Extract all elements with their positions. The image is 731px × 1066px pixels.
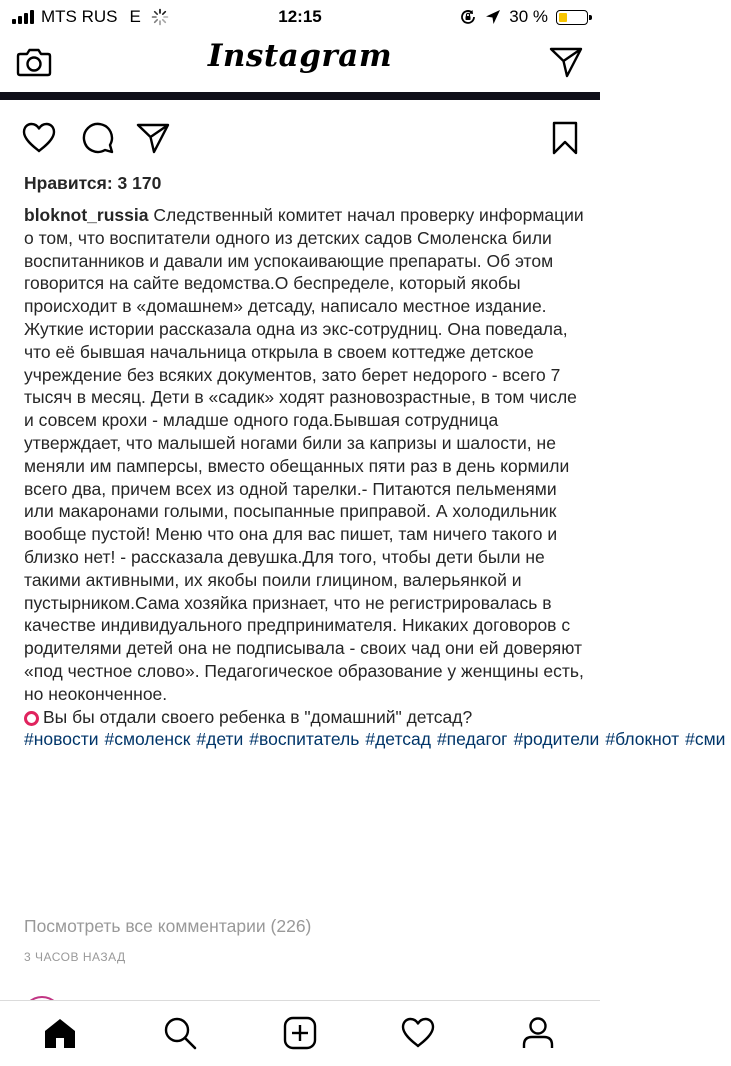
hashtag[interactable]: #воспитатель: [249, 729, 360, 750]
tab-new-post[interactable]: [280, 1013, 320, 1053]
activity-heart-icon: [400, 1017, 436, 1049]
hashtag[interactable]: #дети: [196, 729, 244, 750]
hashtag[interactable]: #родители: [513, 729, 600, 750]
hashtag[interactable]: #сми: [685, 729, 726, 750]
like-button[interactable]: [18, 118, 60, 158]
battery-percent: 30 %: [509, 7, 548, 26]
instagram-logo: Instagram: [207, 38, 393, 74]
post-timestamp: 3 ЧАСОВ НАЗАД: [24, 950, 126, 964]
likes-count[interactable]: Нравится: 3 170: [24, 173, 162, 193]
bottom-tab-bar: [0, 1000, 600, 1066]
hashtag[interactable]: #смоленск: [104, 729, 191, 750]
save-button[interactable]: [544, 118, 586, 158]
caption-username[interactable]: bloknot_russia: [24, 205, 149, 225]
post-caption: [24, 204, 726, 751]
view-all-comments-link[interactable]: Посмотреть все комментарии (226): [24, 916, 312, 936]
caption-question: Вы бы отдали своего ребенка в "домашний" детсад?: [43, 706, 473, 727]
bookmark-icon: [551, 121, 579, 155]
header-divider: [0, 92, 600, 100]
battery-icon: [556, 10, 588, 25]
comment-button[interactable]: [77, 118, 119, 158]
hashtag[interactable]: #педагог: [436, 729, 508, 750]
heart-icon: [21, 122, 57, 154]
hashtag-list: [24, 729, 731, 749]
status-bar: [0, 0, 600, 34]
tab-activity[interactable]: [398, 1013, 438, 1053]
home-icon: [43, 1017, 77, 1049]
comment-icon: [81, 121, 115, 155]
hashtag[interactable]: #новости: [24, 729, 99, 750]
new-post-icon: [283, 1016, 317, 1050]
app-header: [0, 34, 600, 92]
location-arrow-icon: [485, 9, 501, 25]
tab-search[interactable]: [160, 1013, 200, 1053]
rotation-lock-icon: [459, 8, 477, 26]
network-type: E: [129, 7, 141, 26]
profile-icon: [521, 1016, 555, 1050]
red-circle-emoji-icon: [24, 711, 39, 726]
share-button[interactable]: [132, 118, 174, 158]
hashtag[interactable]: #детсад: [365, 729, 431, 750]
tab-home[interactable]: [40, 1013, 80, 1053]
direct-message-icon: [549, 46, 583, 78]
post-actions: [0, 118, 600, 158]
share-icon: [136, 122, 170, 154]
caption-text: Следственный комитет начал проверку информации о том, что воспитатели одного из детских садов Смоленска били воспитанников и давали им успокаивающие препараты. Об этом говорится на сайте ведомства.О беспределе, который якобы происходит в «домашнем» детсаду, написало местное издание. Жуткие истории рассказала одна из экс-сотрудниц. Она поведала, что её бывшая начальница открыла в своем коттедже детское учреждение без всяких документов, зато берет недорого - всего 7 тысяч в месяц. Дети в «садик» ходят разновозрастные, в том числе и совсем крохи - младше одного года.Бывшая сотрудница утверждает, что малышей ногами били за капризы и шалости, не меняли им памперсы, вместо обещанных пяти раз в день кормили всего два, причем всех из одной тарелки.- Питаются пельменями или макаронами голыми, посыпанные приправой. А холодильник вообще пустой! Меню что она для вас пишет, там ничего такого и близко нет! - рассказала девушка.Для того, чтобы дети были не такими активными, их якобы поили глицином, валерьянкой и пустырником.Сама хозяйка признает, что не регистрировалась в качестве индивидуального предпринимателя. Никаких договоров с родителями детей она не подписывала - своих чад они ей доверяют «под честное слово». Педагогическое образование у женщины есть, но неоконченное.: [24, 205, 584, 704]
direct-message-button[interactable]: [546, 44, 586, 80]
carrier-name: MTS RUS: [41, 7, 118, 26]
tab-profile[interactable]: [518, 1013, 558, 1053]
clock: 12:15: [278, 7, 322, 26]
search-icon: [163, 1016, 197, 1050]
hashtag[interactable]: #блокнот: [605, 729, 680, 750]
